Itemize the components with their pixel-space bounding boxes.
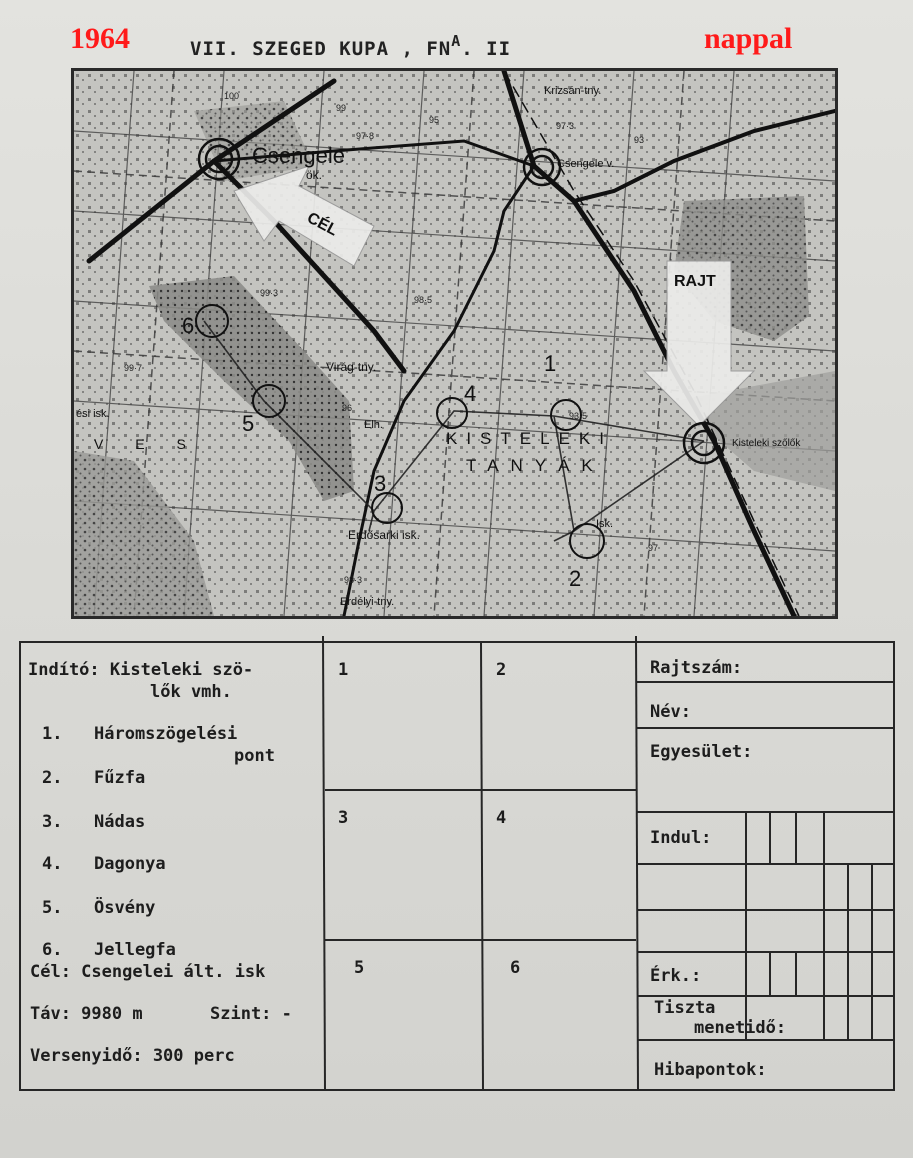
competition-title xyxy=(190,32,512,60)
place-csengele-v: Csengele v. xyxy=(557,158,615,170)
spot-height: 98·5 xyxy=(414,295,433,305)
punch-box-3-number: 3 xyxy=(338,808,349,828)
checkpoint-num-6: 6. xyxy=(42,940,63,960)
checkpoint-num-2: 2. xyxy=(42,768,63,788)
spot-height: 97 xyxy=(648,543,659,553)
punch-box-5-number: 5 xyxy=(354,958,365,978)
course-distance: Táv: 9980 m xyxy=(30,1004,143,1024)
punch-box-4-number: 4 xyxy=(496,808,507,828)
place-kisteleki: KISTELEKI xyxy=(446,429,613,448)
checkpoint-name-1-cont: pont xyxy=(234,746,275,766)
control-number-5: 5 xyxy=(242,411,255,436)
control-number-1: 1 xyxy=(544,351,557,376)
course-climb: Szint: - xyxy=(210,1004,292,1024)
punch-box-2-number: 2 xyxy=(496,660,507,680)
net-time-field[interactable]: menetidő: xyxy=(694,1018,787,1038)
mode-annotation: nappal xyxy=(704,22,793,55)
start-arrow-label: RAJT xyxy=(674,273,716,290)
spot-height: 100 xyxy=(224,91,240,101)
place-krizsan: Krizsán-tny. xyxy=(544,85,602,97)
finish-point: Cél: Csengelei ált. isk xyxy=(30,962,266,982)
checkpoint-num-1: 1. xyxy=(42,724,63,744)
spot-height: 96 xyxy=(342,403,353,413)
checkpoint-num-3: 3. xyxy=(42,812,63,832)
spot-height: 93·5 xyxy=(569,411,588,421)
map-drawing xyxy=(74,71,835,616)
finish-arrow-label: CÉL xyxy=(304,209,341,240)
spot-height: 98·3 xyxy=(344,575,363,585)
start-point-line2: lők vmh. xyxy=(150,682,232,702)
spot-height: 97·3 xyxy=(556,121,575,131)
checkpoint-name-3: Nádas xyxy=(94,812,146,832)
place-erdosarki: Erdősarki isk. xyxy=(348,528,421,542)
net-time-label-line1: Tiszta xyxy=(654,998,716,1018)
place-csengele: Csengele xyxy=(252,143,345,168)
title-tail: . II xyxy=(461,38,512,60)
place-tanyak: TANYÁK xyxy=(466,456,605,475)
score-card-form xyxy=(18,636,896,1092)
control-number-2: 2 xyxy=(569,566,582,591)
title-superscript: A xyxy=(451,32,462,50)
spot-height: 99·7 xyxy=(124,363,143,373)
club-field[interactable]: Egyesület: xyxy=(650,742,753,762)
checkpoint-name-4: Dagonya xyxy=(94,854,166,874)
checkpoint-num-4: 4. xyxy=(42,854,63,874)
place-ok: ök. xyxy=(306,168,323,182)
start-point-line1: Indító: Kisteleki szö- xyxy=(28,660,254,680)
time-limit: Versenyidő: 300 perc xyxy=(30,1046,235,1066)
spot-height: 93 xyxy=(634,135,645,145)
punch-box-6-number: 6 xyxy=(510,958,521,978)
finish-time-field[interactable]: Érk.: xyxy=(650,966,702,986)
start-time-field[interactable]: Indul: xyxy=(650,828,712,848)
control-number-4: 4 xyxy=(464,381,477,406)
spot-height: 95 xyxy=(429,115,440,125)
place-szolok: Kisteleki szőlők xyxy=(732,438,801,449)
place-ves: V E S xyxy=(94,436,200,452)
place-erdelyi: Erdélyi-tny. xyxy=(340,596,395,608)
name-field[interactable]: Név: xyxy=(650,702,691,722)
place-isk: Isk. xyxy=(596,518,614,530)
spot-height: 97·8 xyxy=(356,131,375,141)
checkpoint-name-5: Ösvény xyxy=(94,898,156,918)
checkpoint-name-2: Fűzfa xyxy=(94,768,146,788)
control-number-6: 6 xyxy=(182,313,195,338)
control-number-3: 3 xyxy=(374,471,387,496)
spot-height: 99·3 xyxy=(260,288,279,298)
punch-box-1-number: 1 xyxy=(338,660,349,680)
start-number-field[interactable]: Rajtszám: xyxy=(650,658,743,678)
place-elsi-isk: ési isk. xyxy=(76,408,110,420)
spot-height: 99 xyxy=(336,103,347,113)
place-elh: Elh. xyxy=(364,419,383,431)
place-virag: Virág-tny. xyxy=(326,360,377,374)
checkpoint-num-5: 5. xyxy=(42,898,63,918)
checkpoint-name-6: Jellegfa xyxy=(94,940,176,960)
title-main: VII. SZEGED KUPA , FN xyxy=(190,38,452,60)
checkpoint-name-1: Háromszögelési xyxy=(94,724,238,744)
year-annotation: 1964 xyxy=(70,22,130,55)
orienteering-map xyxy=(71,68,838,619)
penalty-points-field[interactable]: Hibapontok: xyxy=(654,1060,767,1080)
